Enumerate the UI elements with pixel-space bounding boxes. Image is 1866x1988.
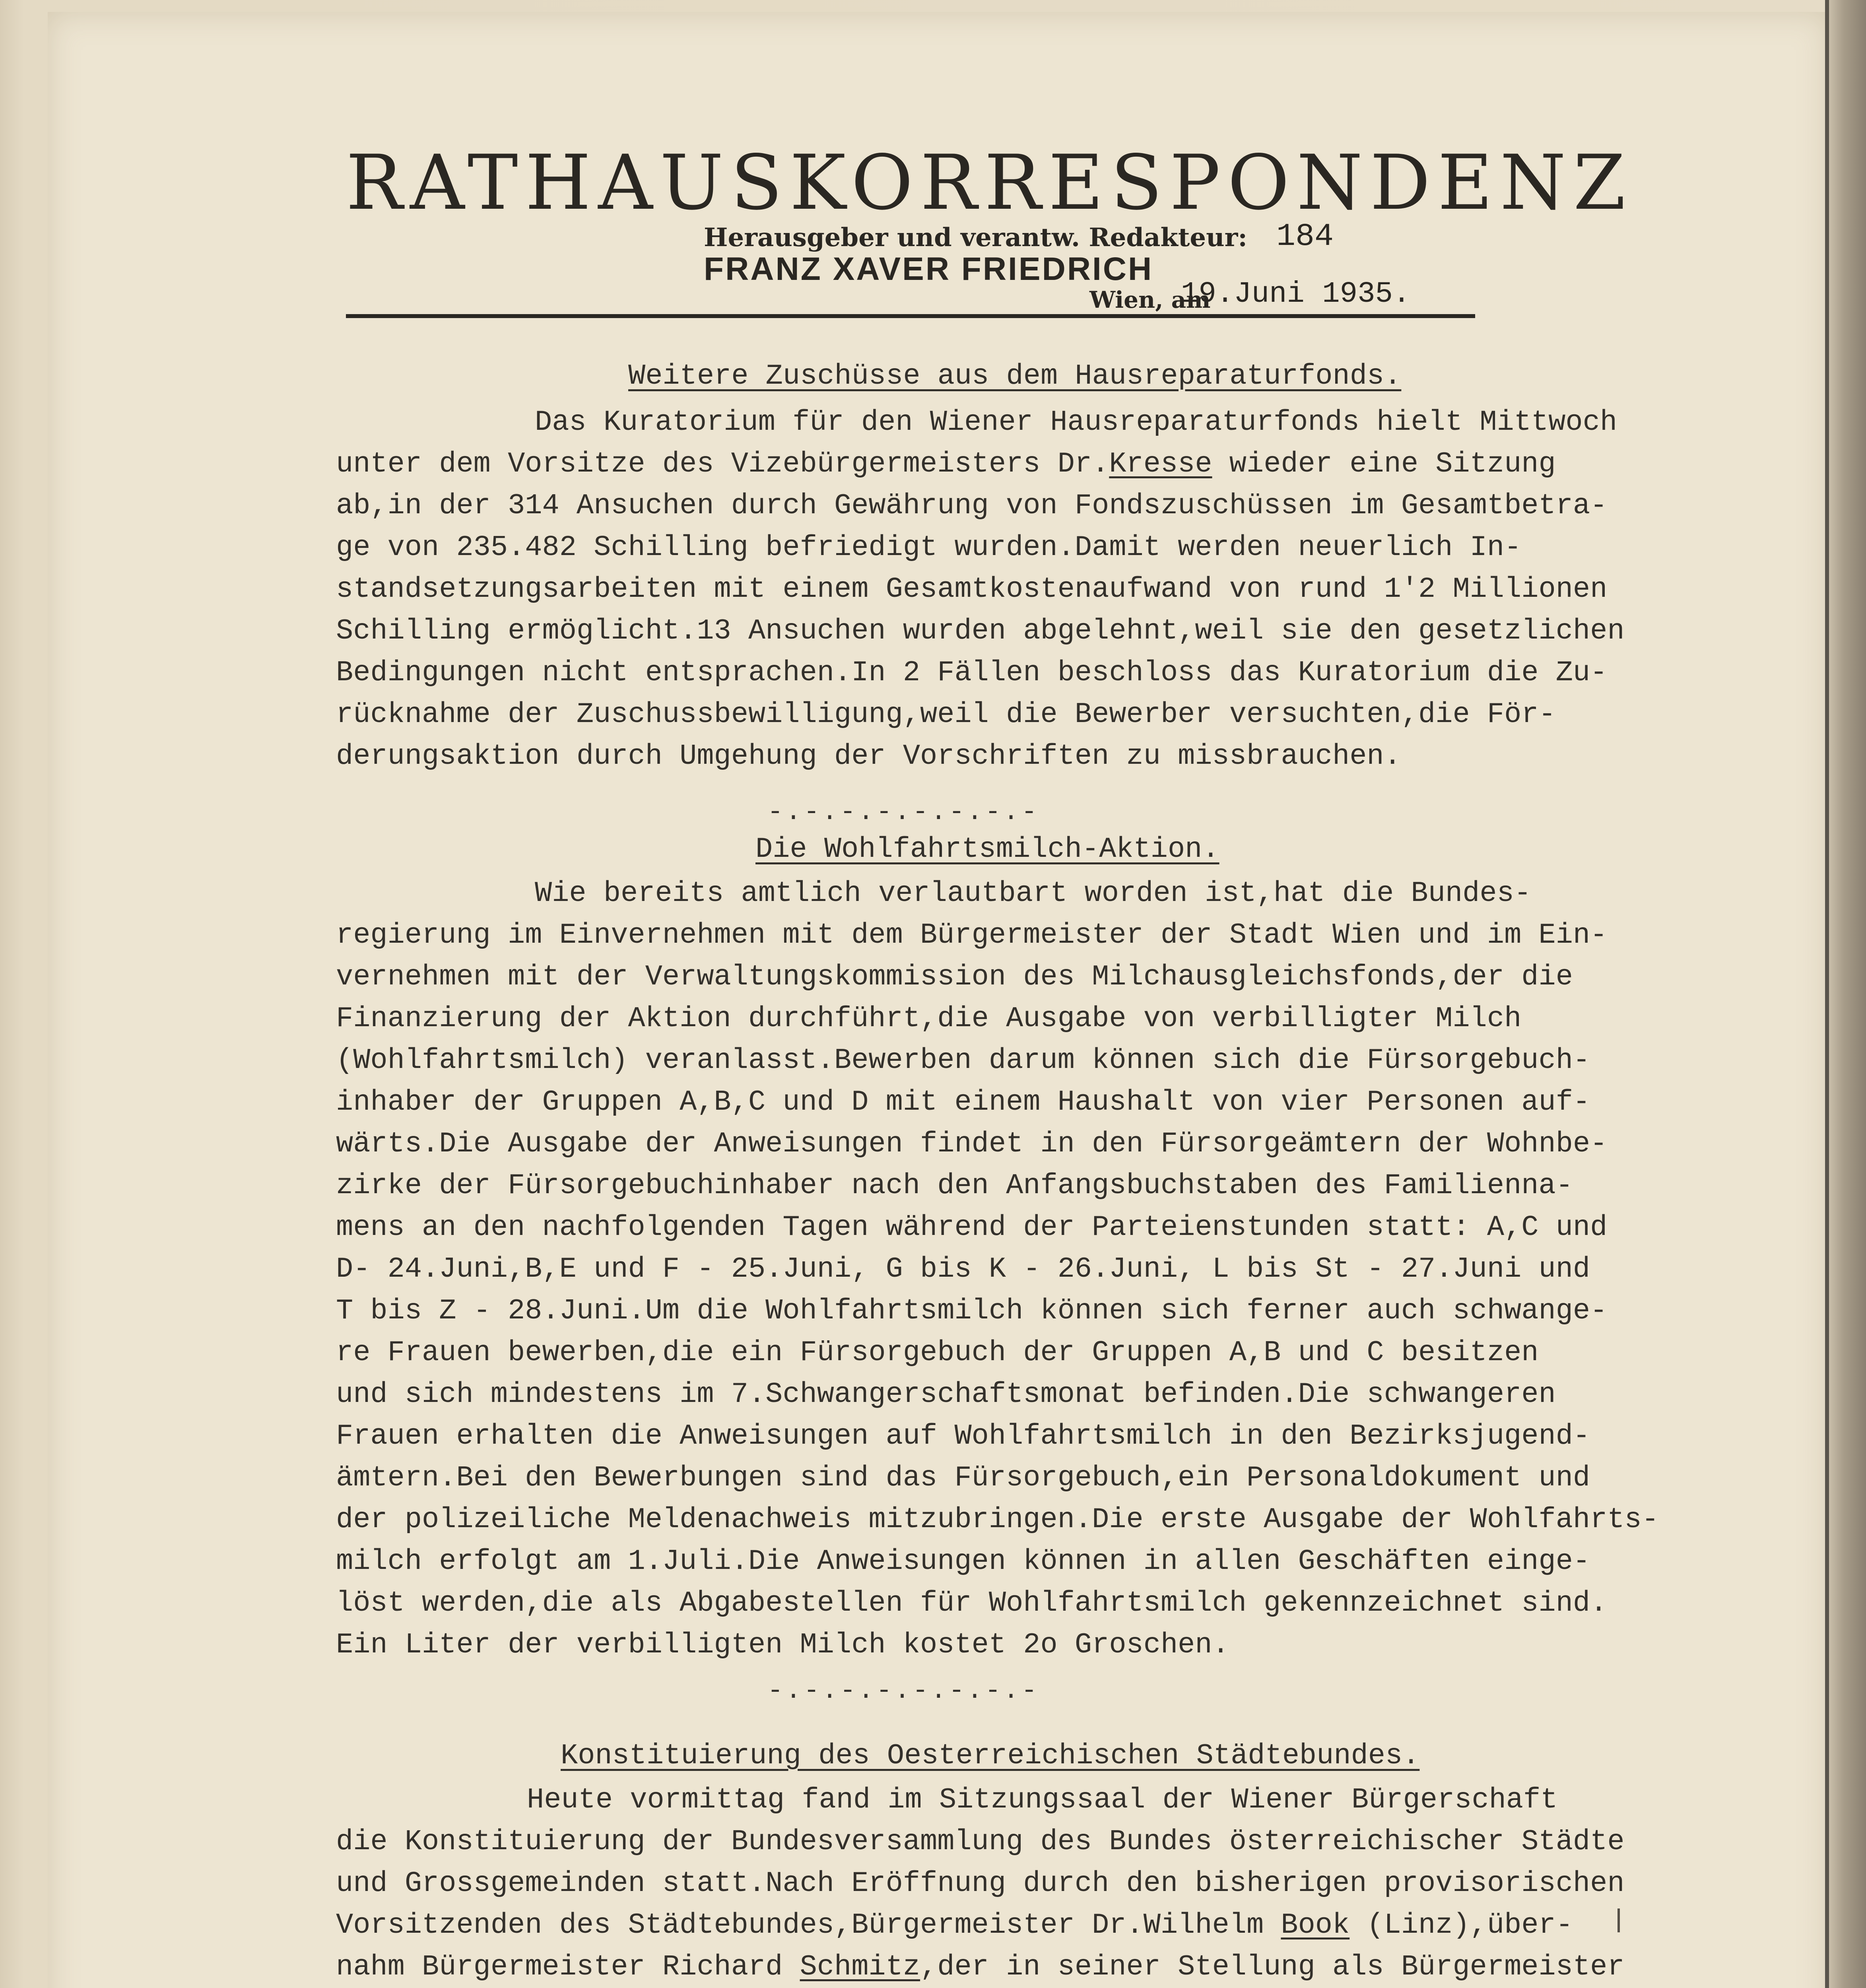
article-heading-staedtebund: Konstituierung des Oesterreichischen Städtebundes.	[561, 1740, 1420, 1772]
text-line: re Frauen bewerben,die ein Fürsorgebuch der Gruppen A,B und C besitzen	[336, 1336, 1539, 1369]
text-line: D- 24.Juni,B,E und F - 25.Juni, G bis K - 26.Juni, L bis St - 27.Juni und	[336, 1253, 1590, 1285]
article-heading-wohlfahrtsmilch: Die Wohlfahrtsmilch-Aktion.	[755, 833, 1219, 866]
section-separator: -.-.-.-.-.-.-.-	[767, 797, 1040, 827]
masthead-title: RATHAUSKORRESPONDENZ	[346, 139, 1633, 227]
name-underlined: Schmitz	[800, 1951, 920, 1983]
text-line: nahm Bürgermeister Richard Schmitz,der in seiner Stellung als Bürgermeister	[336, 1951, 1625, 1983]
text-line: zirke der Fürsorgebuchinhaber nach den Anfangsbuchstaben des Familienna-	[336, 1169, 1573, 1202]
margin-mark	[1617, 1908, 1620, 1932]
text-line: rücknahme der Zuschussbewilligung,weil die Bewerber versuchten,die För-	[336, 698, 1556, 731]
text-line: vernehmen mit der Verwaltungskommission des Milchausgleichsfonds,der die	[336, 961, 1573, 993]
article-body-hausreparaturfonds	[336, 402, 1660, 777]
publisher-label: Herausgeber und verantw. Redakteur:	[704, 223, 1247, 252]
name-underlined: Kresse	[1109, 448, 1212, 480]
text-line: die Konstituierung der Bundesversammlung des Bundes österreichischer Städte	[336, 1825, 1625, 1858]
text-line: Schilling ermöglicht.13 Ansuchen wurden abgelehnt,weil sie den gesetzlichen	[336, 615, 1625, 647]
page-number: 184	[1276, 219, 1334, 255]
page-stack-edge	[1829, 0, 1866, 1988]
text-line: wärts.Die Ausgabe der Anweisungen findet in den Fürsorgeämtern der Wohnbe-	[336, 1128, 1608, 1160]
text-line: Vorsitzenden des Städtebundes,Bürgermeister Dr.Wilhelm Book (Linz),über-	[336, 1909, 1573, 1941]
text-line: ämtern.Bei den Bewerbungen sind das Fürsorgebuch,ein Personaldokument und	[336, 1462, 1590, 1494]
section-separator: -.-.-.-.-.-.-.-	[767, 1676, 1040, 1706]
text-line: mens an den nachfolgenden Tagen während der Parteienstunden statt: A,C und	[336, 1211, 1608, 1244]
text-line: milch erfolgt am 1.Juli.Die Anweisungen können in allen Geschäften einge-	[336, 1545, 1590, 1578]
editor-name: FRANZ XAVER FRIEDRICH	[704, 251, 1153, 287]
article-body-wohlfahrtsmilch	[336, 873, 1660, 1666]
text-line: Das Kuratorium für den Wiener Hausreparaturfonds hielt Mittwoch	[535, 406, 1617, 439]
text-line: inhaber der Gruppen A,B,C und D mit einem Haushalt von vier Personen auf-	[336, 1086, 1590, 1118]
text-line: Bedingungen nicht entsprachen.In 2 Fällen beschloss das Kuratorium die Zu-	[336, 656, 1608, 689]
text-line: löst werden,die als Abgabestellen für Wohlfahrtsmilch gekennzeichnet sind.	[336, 1587, 1608, 1619]
text-line: Heute vormittag fand im Sitzungssaal der Wiener Bürgerschaft	[527, 1784, 1558, 1816]
text-line: ab,in der 314 Ansuchen durch Gewährung von Fondszuschüssen im Gesamtbetra-	[336, 489, 1608, 522]
issue-date: 19.Juni 1935.	[1181, 278, 1411, 311]
text-line: (Wohlfahrtsmilch) veranlasst.Bewerben darum können sich die Fürsorgebuch-	[336, 1044, 1590, 1077]
text-line: und sich mindestens im 7.Schwangerschaftsmonat befinden.Die schwangeren	[336, 1378, 1556, 1411]
text-line: standsetzungsarbeiten mit einem Gesamtkostenaufwand von rund 1'2 Millionen	[336, 573, 1608, 606]
text-line: derungsaktion durch Umgehung der Vorschriften zu missbrauchen.	[336, 740, 1401, 773]
article-heading-hausreparaturfonds: Weitere Zuschüsse aus dem Hausreparaturfonds.	[628, 360, 1402, 392]
text-line: ge von 235.482 Schilling befriedigt wurden.Damit werden neuerlich In-	[336, 531, 1522, 564]
text-line: regierung im Einvernehmen mit dem Bürgermeister der Stadt Wien und im Ein-	[336, 919, 1608, 951]
name-underlined: Book	[1281, 1909, 1350, 1941]
text-line: unter dem Vorsitze des Vizebürgermeisters Dr.Kresse wieder eine Sitzung	[336, 448, 1556, 480]
text-line: Wie bereits amtlich verlautbart worden ist,hat die Bundes-	[535, 877, 1532, 910]
masthead	[346, 139, 1633, 313]
text-line: und Grossgemeinden statt.Nach Eröffnung durch den bisherigen provisorischen	[336, 1867, 1625, 1900]
date-label: Wien, am	[1089, 286, 1211, 313]
text-line: der polizeiliche Meldenachweis mitzubringen.Die erste Ausgabe der Wohlfahrts-	[336, 1503, 1659, 1536]
text-line: Frauen erhalten die Anweisungen auf Wohlfahrtsmilch in den Bezirksjugend-	[336, 1420, 1590, 1452]
masthead-rule	[346, 314, 1475, 318]
article-body-staedtebund	[336, 1779, 1660, 1988]
text-line: T bis Z - 28.Juni.Um die Wohlfahrtsmilch können sich ferner auch schwange-	[336, 1295, 1608, 1327]
text-line: Finanzierung der Aktion durchführt,die Ausgabe von verbilligter Milch	[336, 1002, 1522, 1035]
text-line: Ein Liter der verbilligten Milch kostet 2o Groschen.	[336, 1629, 1229, 1661]
